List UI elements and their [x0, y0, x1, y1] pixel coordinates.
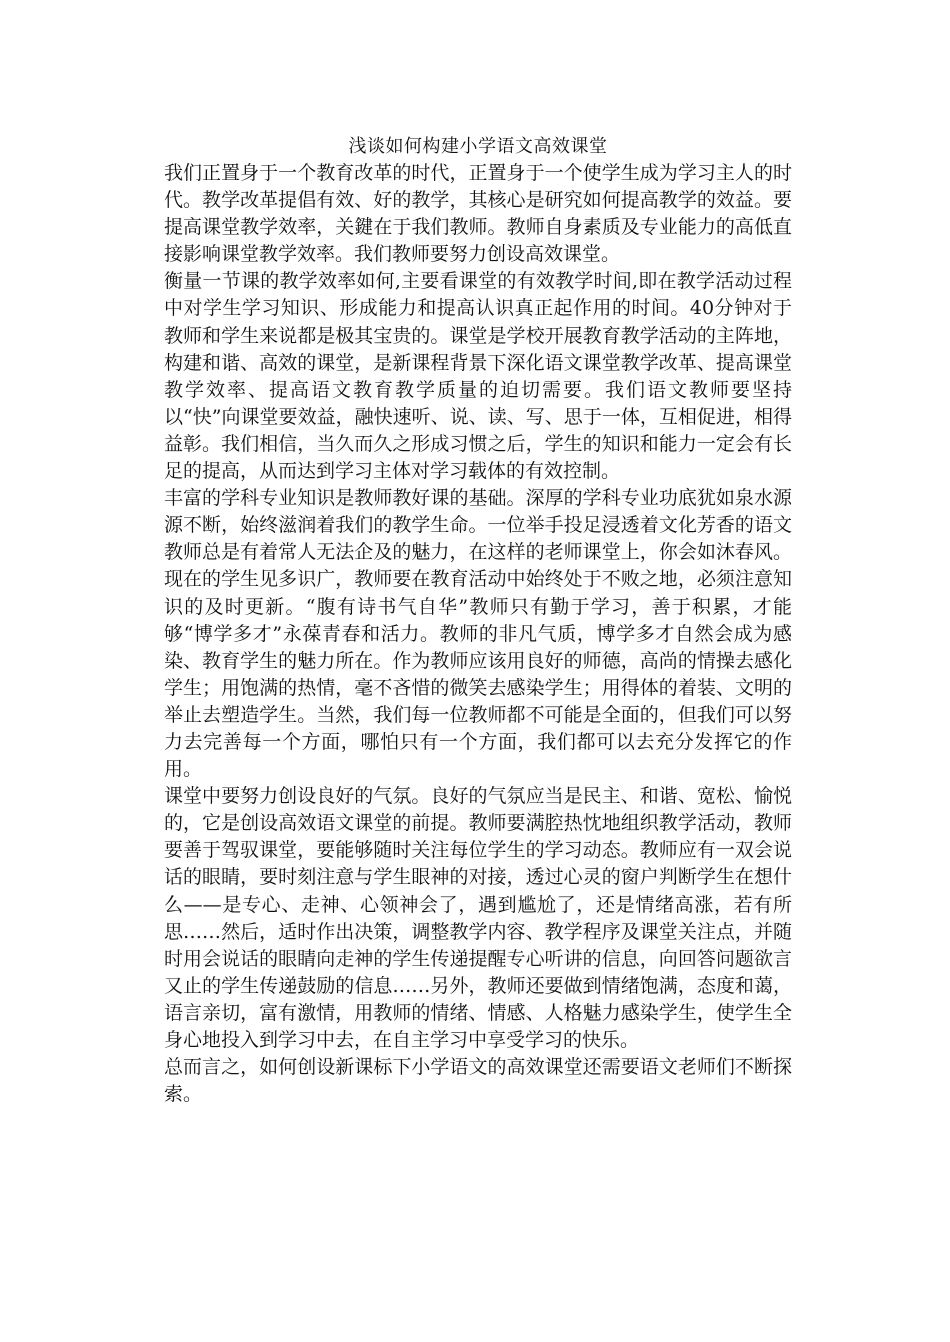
paragraph-2: 衡量一节课的教学效率如何,主要看课堂的有效教学时间,即在教学活动过程中对学生学习知识、形成能力和提高认识真正起作用的时间。40分钟对于教师和学生来说都是极其宝贵的。课堂是学校开展教育教学活动的主阵地，构建和谐、高效的课堂，是新课程背景下深化语文课堂教学改革、提高课堂教学效率、提高语文教育教学质量的迫切需要。我们语文教师要坚持以“快”向课堂要效益，融快速听、说、读、写、思于一体，互相促进，相得益彰。我们相信，当久而久之形成习惯之后，学生的知识和能力一定会有长足的提高，从而达到学习主体对学习载体的有效控制。 — [164, 270, 792, 483]
paragraph-4: 课堂中要努力创设良好的气氛。良好的气氛应当是民主、和谐、宽松、愉悦的，它是创设高效语文课堂的前提。教师要满腔热忱地组织教学活动，教师要善于驾驭课堂，要能够随时关注每位学生的学习动态。教师应有一双会说话的眼睛，要时刻注意与学生眼神的对接，透过心灵的窗户判断学生在想什么——是专心、走神、心领神会了，遇到尴尬了，还是情绪高涨，若有所思……然后，适时作出决策，调整教学内容、教学程序及课堂关注点，并随时用会说话的眼睛向走神的学生传递提醒专心听讲的信息，向回答问题欲言又止的学生传递鼓励的信息……另外，教师还要做到情绪饱满，态度和蔼，语言亲切，富有激情，用教师的情绪、情感、人格魅力感染学生，使学生全身心地投入到学习中去，在自主学习中享受学习的快乐。 — [164, 785, 792, 1051]
document-body — [164, 133, 792, 1108]
paragraph-1: 我们正置身于一个教育改革的时代，正置身于一个使学生成为学习主人的时代。教学改革提倡有效、好的教学，其核心是研究如何提高教学的效益。要提高课堂教学效率，关鍵在于我们教师。教师自身素质及专业能力的高低直接影响课堂教学效率。我们教师要努力创设高效课堂。 — [164, 162, 792, 266]
paragraph-3: 丰富的学科专业知识是教师教好课的基础。深厚的学科专业功底犹如泉水源源不断，始终滋润着我们的教学生命。一位举手投足浸透着文化芳香的语文教师总是有着常人无法企及的魅力，在这样的老师课堂上，你会如沐春风。现在的学生见多识广，教师要在教育活动中始终处于不败之地，必须注意知识的及时更新。“腹有诗书气自华”教师只有勤于学习，善于积累，才能够“博学多才”永葆青春和活力。教师的非凡气质，博学多才自然会成为感染、教育学生的魅力所在。作为教师应该用良好的师德，高尚的情操去感化学生；用饱满的热情，毫不吝惜的微笑去感染学生；用得体的着装、文明的举止去塑造学生。当然，我们每一位教师都不可能是全面的，但我们可以努力去完善每一个方面，哪怕只有一个方面，我们都可以去充分发挥它的作用。 — [164, 487, 792, 781]
document-title: 浅谈如何构建小学语文高效课堂 — [348, 136, 608, 157]
paragraph-5: 总而言之，如何创设新课标下小学语文的高效课堂还需要语文老师们不断探索。 — [164, 1056, 792, 1106]
